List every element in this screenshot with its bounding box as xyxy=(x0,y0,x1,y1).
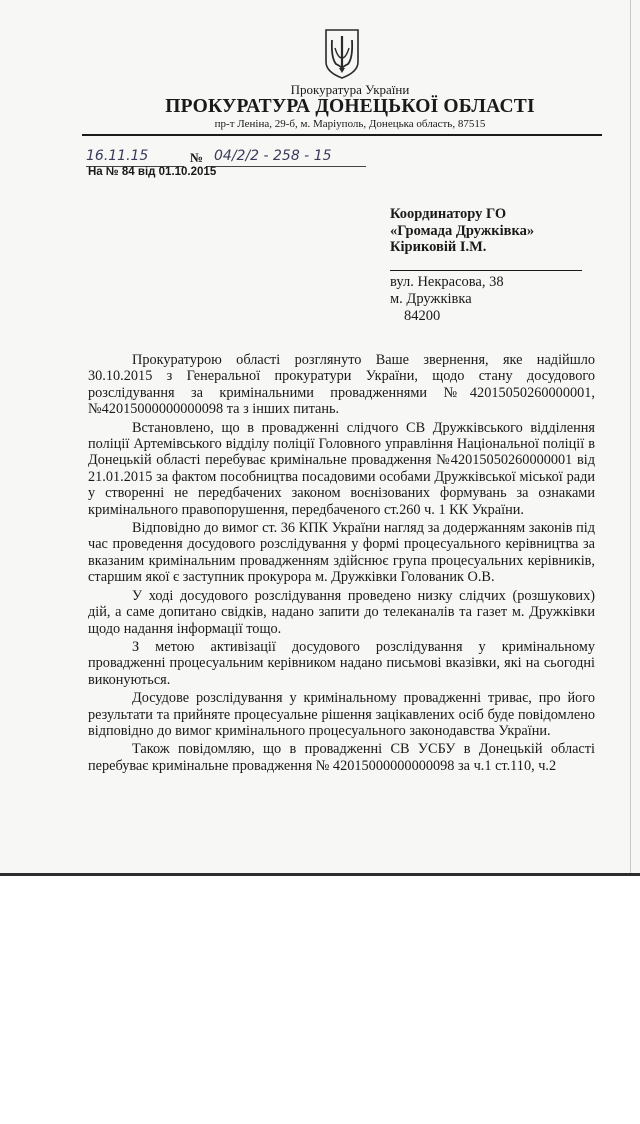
address-street: вул. Некрасова, 38 xyxy=(390,274,504,290)
body-paragraph: Встановлено, що в провадженні слідчого СВ Дружківського відділення поліції Артемівського відділу поліції Головного управління Національної поліції в Донецькій області перебуває кримінальне провадження №42015050260000001 від 21.01.2015 за фактом пособництва посадовими особами Дружківської міської ради у створенні не передбачених законом воєнізованих формувань за ознаками кримінального правопорушення, передбаченого ст.260 ч. 1 КК України. xyxy=(88,419,595,518)
body-paragraph: Також повідомляю, що в провадженні СВ УСБУ в Донецькій області перебуває кримінальне провадження № 42015000000000098 за ч.1 ст.110, ч.2 xyxy=(88,741,595,774)
letter-body xyxy=(88,352,595,774)
address-postcode: 84200 xyxy=(404,308,441,324)
address-divider xyxy=(390,270,582,271)
page-edge xyxy=(630,0,631,873)
addressee-name: Кіриковій І.М. xyxy=(390,239,487,255)
number-label: № xyxy=(190,150,204,165)
body-paragraph: Прокуратурою області розглянуто Ваше звернення, яке надійшло 30.10.2015 з Генеральної прокуратури України, щодо стану досудового розслідування за кримінальними провадженнями №42015050260000001, №42015000000000098 та з інших питань. xyxy=(88,352,595,418)
registration-date: 16.11.15 xyxy=(86,148,149,164)
addressee-title: Координатору ГО xyxy=(390,206,507,222)
address-block xyxy=(390,274,504,325)
addressee-block xyxy=(390,206,534,256)
address-city: м. Дружківка xyxy=(390,291,472,307)
addressee-organization: «Громада Дружківка» xyxy=(390,222,535,239)
body-paragraph: Досудове розслідування у кримінальному провадженні триває, про його результати та прийняте процесуальне рішення зацікавлених осіб буде повідомлено відповідно до вимог кримінального процесуального законодавства України. xyxy=(88,690,595,739)
number-underline xyxy=(206,166,366,167)
registration-number: 04/2/2 - 258 - 15 xyxy=(214,148,332,164)
body-paragraph: Відповідно до вимог ст. 36 КПК України нагляд за додержанням законів під час проведення досудового розслідування у формі процесуального керівництва за вказаним кримінальним провадженням здійснює група процесуальних керівників, старшим якої є заступник прокурора м. Дружківки Голованик О.В. xyxy=(88,520,595,586)
body-paragraph: У ході досудового розслідування проведено низку слідчих (розшукових) дій, а саме допитано свідків, надано запити до телеканалів та газет м. Дружківки щодо надання інформації тощо. xyxy=(88,587,595,637)
org-address: пр-т Леніна, 29-б, м. Маріуполь, Донецька область, 87515 xyxy=(214,118,486,130)
org-name: ПРОКУРАТУРА ДОНЕЦЬКОЇ ОБЛАСТІ xyxy=(165,96,535,117)
registration-line xyxy=(86,148,386,168)
trident-emblem-icon xyxy=(324,28,360,80)
header-divider xyxy=(82,134,602,136)
in-reply-reference: На № 84 від 01.10.2015 xyxy=(88,166,217,178)
parent-org: Прокуратура України xyxy=(290,82,410,97)
body-paragraph: З метою активізації досудового розслідування у кримінальному провадженні процесуальним керівником надано письмові вказівки, які на сьогодні виконуються. xyxy=(88,638,595,688)
scan-bottom-edge xyxy=(0,873,640,876)
